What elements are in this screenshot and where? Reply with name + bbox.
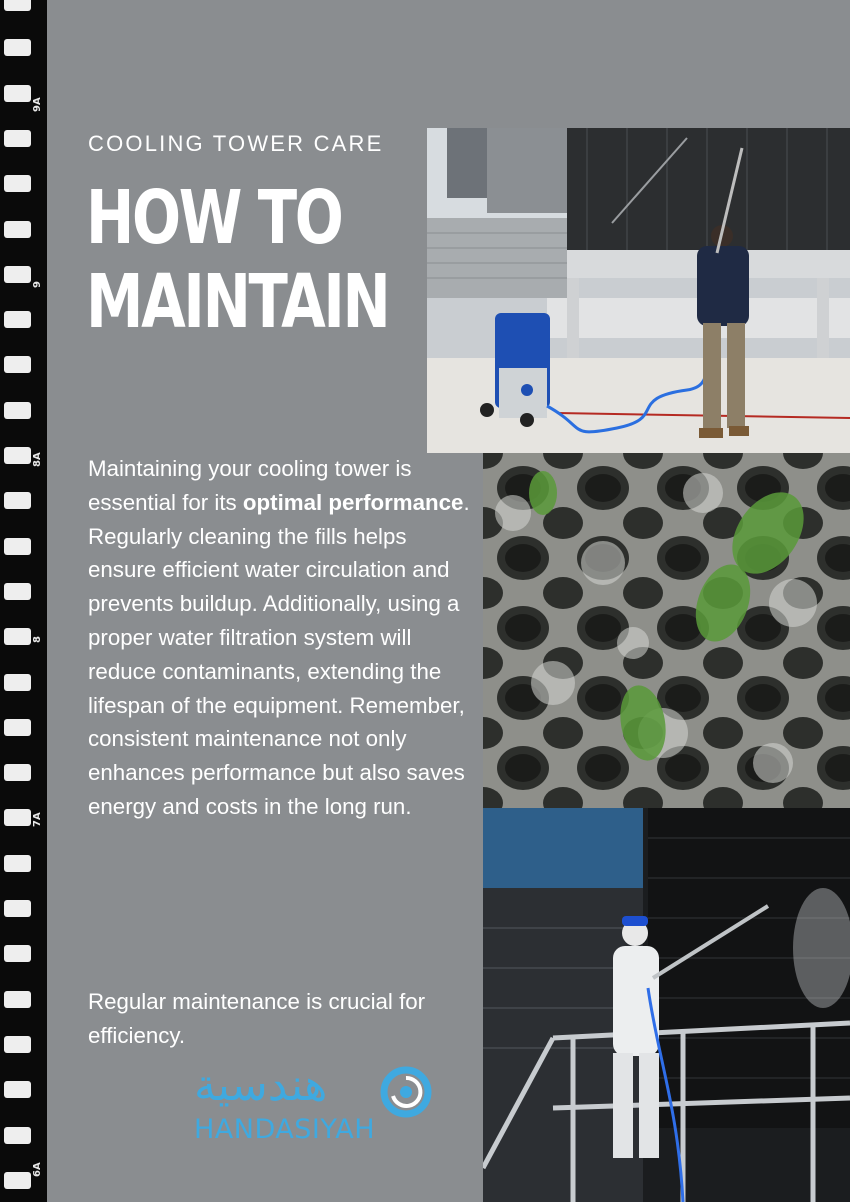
photo-worker-spraying-tower [483, 808, 850, 1202]
photo-dirty-fill-media [483, 453, 850, 808]
film-sprocket-hole [4, 719, 31, 736]
film-frame-mark: 9A [32, 97, 43, 113]
film-strip [0, 0, 47, 1202]
film-sprocket-hole [4, 130, 31, 147]
body-part-1: Maintaining your cooling tower is essential for its [88, 456, 412, 515]
film-frame-mark: 7A [32, 812, 43, 828]
body-paragraph [88, 452, 480, 824]
film-sprocket-hole [4, 492, 31, 509]
brand-logo [190, 1060, 440, 1150]
film-sprocket-hole [4, 447, 31, 464]
film-sprocket-hole [4, 266, 31, 283]
tagline: Regular maintenance is crucial for efficiency. [88, 989, 426, 1048]
film-sprocket-hole [4, 39, 31, 56]
film-sprocket-hole [4, 311, 31, 328]
film-frame-mark: 8 [32, 636, 43, 644]
film-sprocket-hole [4, 1127, 31, 1144]
logo-swirl-icon [380, 1066, 432, 1118]
photo-technician-pressure-washer [427, 128, 850, 453]
body-part-2: . Regularly cleaning the fills helps ensure efficient water circulation and prevents buildup. Additionally, using a proper water filtration system will reduce contaminants, extending the lifespan of the equipment. Remember, consistent maintenance not only enhances performance but also saves energy and costs in the long run. [88, 489, 470, 819]
film-sprocket-hole [4, 402, 31, 419]
body-emphasis: optimal performance [242, 489, 464, 515]
film-sprocket-hole [4, 764, 31, 781]
eyebrow-label: COOLING TOWER CARE [88, 131, 384, 156]
film-sprocket-hole [4, 945, 31, 962]
film-sprocket-hole [4, 809, 31, 826]
film-sprocket-hole [4, 356, 31, 373]
film-sprocket-hole [4, 991, 31, 1008]
film-frame-mark: 8A [32, 452, 43, 468]
logo-arabic-text: هندسية [194, 1060, 328, 1111]
film-sprocket-hole [4, 855, 31, 872]
film-sprocket-hole [4, 628, 31, 645]
film-sprocket-hole [4, 175, 31, 192]
film-sprocket-hole [4, 85, 31, 102]
film-frame-mark: 9 [32, 281, 43, 289]
film-sprocket-hole [4, 538, 31, 555]
headline-line-2: MAINTAIN [86, 259, 389, 345]
film-sprocket-hole [4, 0, 31, 11]
film-frame-mark: 6A [32, 1162, 43, 1178]
film-sprocket-hole [4, 1081, 31, 1098]
film-sprocket-hole [4, 674, 31, 691]
film-sprocket-hole [4, 900, 31, 917]
film-sprocket-hole [4, 583, 31, 600]
film-sprocket-hole [4, 221, 31, 238]
headline-line-1: HOW TO [86, 175, 342, 261]
film-sprocket-hole [4, 1036, 31, 1053]
logo-english-text: HANDASIYAH [194, 1114, 376, 1145]
page-title [86, 176, 389, 344]
film-sprocket-hole [4, 1172, 31, 1189]
